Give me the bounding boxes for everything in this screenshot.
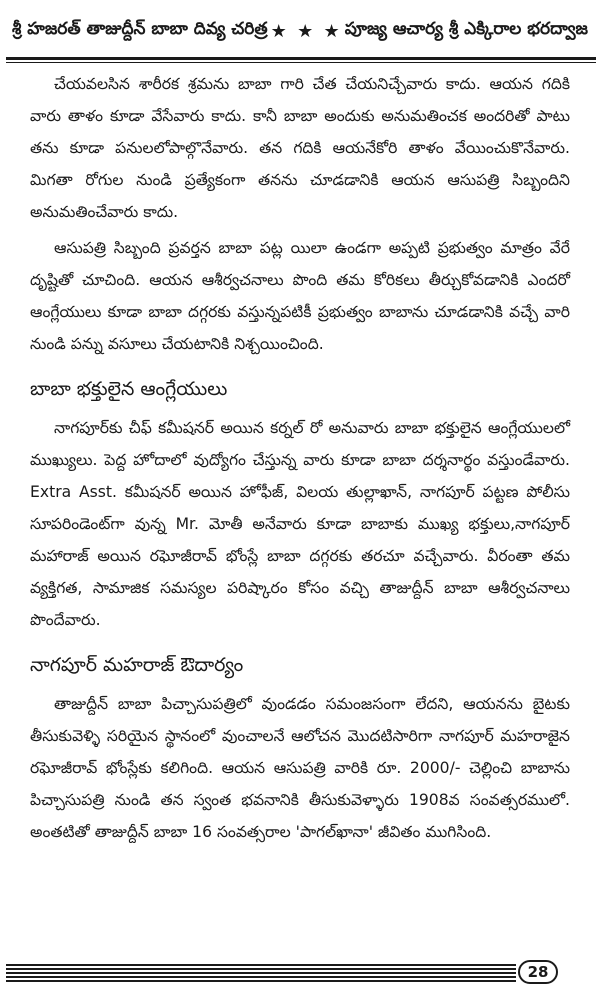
header-rule-thin bbox=[6, 62, 596, 63]
page-footer bbox=[6, 962, 596, 986]
header-rule-thick bbox=[6, 57, 596, 60]
footer-rule bbox=[6, 976, 516, 978]
footer-rule bbox=[6, 980, 516, 982]
page-body bbox=[30, 68, 570, 848]
paragraph: ఆసుపత్రి సిబ్బంది ప్రవర్తన బాబా పట్ల యిలా ఉండగా అప్పటి ప్రభుత్వం మాత్రం వేరే దృష్టితో చూచింది. ఆయన ఆశీర్వచనాలు పొంది తమ కోరికలు తీర్చుకోవడానికి ఎందరో ఆంగ్లేయులు కూడా బాబా దగ్గరకు వస్తున్నపటికీ ప్రభుత్వం బాబాను చూడడానికి వచ్చే వారి నుండి పన్ను వసూలు చేయటానికి నిశ్చయించింది. bbox=[30, 239, 570, 353]
footer-rule bbox=[6, 968, 516, 970]
page-number: 28 bbox=[518, 960, 558, 984]
footer-rule bbox=[6, 972, 516, 974]
paragraph: తాజుద్దీన్ బాబా పిచ్చాసుపత్రిలో వుండడం సమంజసంగా లేదని, ఆయనను బైటకు తీసుకువెళ్ళి సరియైన స్థానంలో వుంచాలనే ఆలోచన మొదటిసారిగా నాగపూర్ మహరాజైన రఘోజీరావ్ భోంస్లేకు కలిగింది. ఆయన ఆసుపత్రి వారికి రూ. 2000/- చెల్లించి బాబాను పిచ్చాసుపత్రి నుండి తన స్వంత భవనానికి తీసుకువెళ్ళారు 1908వ సంవత్సరములో. అంతటితో తాజుద్దీన్ బాబా 16 సంవత్సరాల 'పాగల్‌ఖానా' జీవితం ముగిసింది. bbox=[30, 695, 570, 841]
book-title: శ్రీ హజరత్ తాజుద్దీన్ బాబా దివ్య చరిత్ర bbox=[12, 19, 268, 39]
footer-rule bbox=[6, 964, 516, 966]
footer-rule-lines bbox=[6, 964, 516, 982]
star-ornament: ★ ★ ★ bbox=[270, 20, 342, 42]
section-heading: నాగపూర్ మహరాజ్ ఔదార్యం bbox=[30, 654, 244, 676]
paragraph: చేయవలసిన శారీరక శ్రమను బాబా గారి చేత చేయనిచ్చేవారు కాదు. ఆయన గదికి వారు తాళం కూడా వేసేవారు కాదు. కానీ బాబా అందుకు అనుమతించక అందరితో పాటు తను కూడా పనులలోపాల్గొనేవారు. తన గదికి ఆయనేకోరి తాళం వేయించుకొనేవారు. మిగతా రోగుల నుండి ప్రత్యేకంగా తనను చూడడానికి ఆయన ఆసుపత్రి సిబ్బందిని అనుమతించేవారు కాదు. bbox=[30, 75, 570, 221]
section-heading: బాబా భక్తులైన ఆంగ్లేయులు bbox=[30, 378, 228, 400]
paragraph: నాగపూర్‌కు చీఫ్ కమీషనర్ అయిన కర్నల్ రో అనువారు బాబా భక్తులైన ఆంగ్లేయులలో ముఖ్యులు. పెద్ద హోదాలో వుద్యోగం చేస్తున్న వారు కూడా బాబా దర్శనార్థం వస్తుండేవారు. Extra Asst. కమీషనర్ అయిన హోఫీజ్, విలయ తుల్లాఖాన్, నాగపూర్ పట్టణ పోలీసు సూపరిండెంట్‌గా వున్న Mr. మోతీ అనేవారు కూడా బాబాకు ముఖ్య భక్తులు,నాగపూర్ మహారాజ్ అయిన రఘోజీరావ్ భోంస్లే బాబా దగ్గరకు తరచూ వచ్చేవారు. వీరంతా తమ వ్యక్తిగత, సామాజిక సమస్యల పరిష్కారం కోసం వచ్చి తాజుద్దీన్ బాబా ఆశీర్వచనాలు పొందేవారు. bbox=[30, 419, 570, 629]
running-header bbox=[6, 8, 594, 54]
author-name: పూజ్య ఆచార్య శ్రీ ఎక్కిరాల భరద్వాజ bbox=[344, 19, 588, 39]
